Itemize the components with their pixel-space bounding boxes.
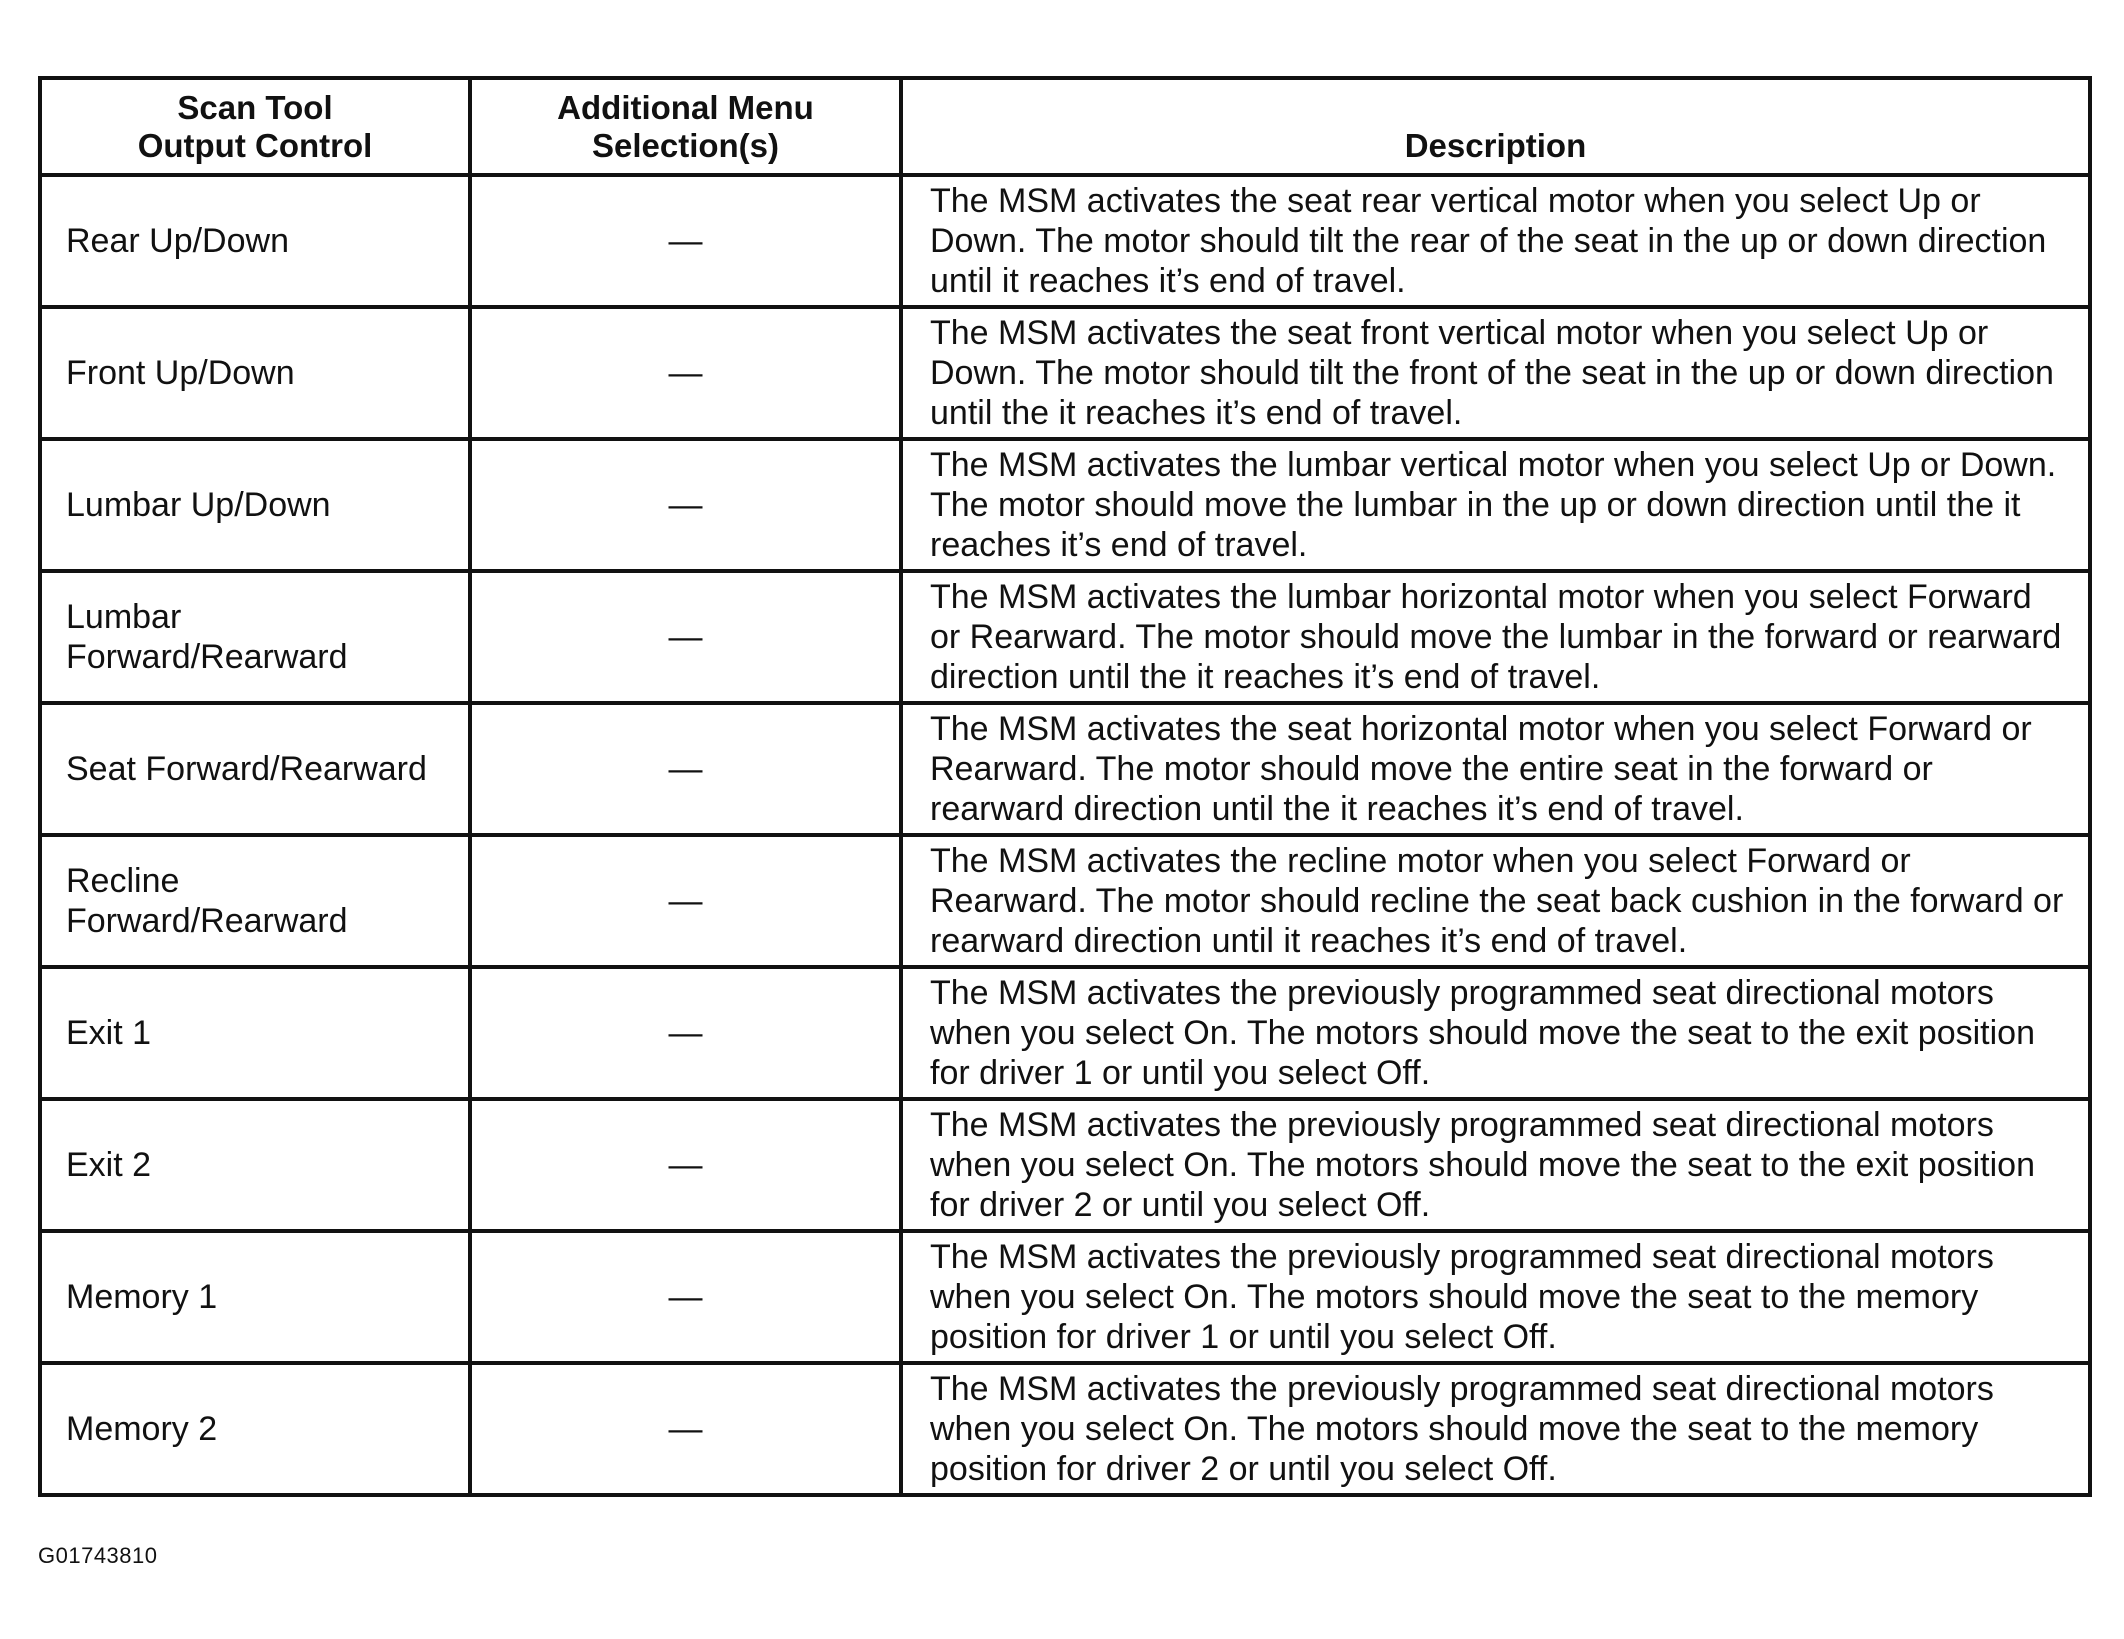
table-header [40,78,2090,175]
output-control-table [38,76,2092,1497]
description-cell: The MSM activates the previously programmed seat directional motors when you select On. The motors should move the seat to the memory position for driver 2 or until you select Off. [901,1363,2090,1495]
description-cell: The MSM activates the previously programmed seat directional motors when you select On. The motors should move the seat to the exit position for driver 2 or until you select Off. [901,1099,2090,1231]
menu-selection-cell: — [470,307,901,439]
menu-selection-cell: — [470,703,901,835]
menu-selection-cell: — [470,967,901,1099]
output-control-label: Rear Up/Down [66,222,289,260]
description-cell: The MSM activates the recline motor when you select Forward or Rearward. The motor should recline the seat back cushion in the forward or rearward direction until it reaches it’s end of travel. [901,835,2090,967]
table-row [40,835,2090,967]
output-control-cell [40,1099,470,1231]
header-additional-menu-selections [470,78,901,175]
figure-id: G01743810 [38,1543,158,1568]
table-row [40,439,2090,571]
menu-selection-cell: — [470,1099,901,1231]
table-row [40,1363,2090,1495]
table-row [40,307,2090,439]
description-cell: The MSM activates the seat front vertical motor when you select Up or Down. The motor should tilt the front of the seat in the up or down direction until the it reaches it’s end of travel. [901,307,2090,439]
header-row [40,78,2090,175]
output-control-cell [40,1231,470,1363]
menu-selection-cell: — [470,439,901,571]
description-cell: The MSM activates the lumbar horizontal motor when you select Forward or Rearward. The motor should move the lumbar in the forward or rearward direction until the it reaches it’s end of travel. [901,571,2090,703]
output-control-label: Forward/Rearward [66,902,348,940]
output-control-table-container [38,76,2088,1497]
output-control-label: Lumbar [66,598,182,636]
output-control-label: Recline [66,862,180,900]
table-row [40,1231,2090,1363]
description-cell: The MSM activates the lumbar vertical motor when you select Up or Down. The motor should move the lumbar in the up or down direction until the it reaches it’s end of travel. [901,439,2090,571]
output-control-cell [40,967,470,1099]
output-control-cell [40,571,470,703]
output-control-cell [40,1363,470,1495]
output-control-label: Exit 2 [66,1146,152,1184]
table-row [40,175,2090,307]
output-control-cell [40,307,470,439]
table-row [40,571,2090,703]
menu-selection-cell: — [470,1231,901,1363]
output-control-label: Memory 1 [66,1278,218,1316]
menu-selection-cell: — [470,835,901,967]
table-body [40,175,2090,1495]
output-control-label: Front Up/Down [66,354,295,392]
output-control-cell [40,175,470,307]
header-description: Description [901,78,2090,175]
menu-selection-cell: — [470,175,901,307]
output-control-cell [40,439,470,571]
output-control-cell [40,703,470,835]
header-control-line-1: Scan Tool [177,88,333,126]
header-menu-line-1: Additional Menu [557,88,814,126]
header-control-line-2: Output Control [137,126,373,164]
description-cell: The MSM activates the previously programmed seat directional motors when you select On. The motors should move the seat to the exit position for driver 1 or until you select Off. [901,967,2090,1099]
description-cell: The MSM activates the seat rear vertical motor when you select Up or Down. The motor should tilt the rear of the seat in the up or down direction until it reaches it’s end of travel. [901,175,2090,307]
description-cell: The MSM activates the previously programmed seat directional motors when you select On. The motors should move the seat to the memory position for driver 1 or until you select Off. [901,1231,2090,1363]
output-control-label: Exit 1 [66,1014,152,1052]
table-row [40,1099,2090,1231]
header-menu-line-2: Selection(s) [591,126,780,164]
menu-selection-cell: — [470,571,901,703]
output-control-label: Memory 2 [66,1410,218,1448]
output-control-cell [40,835,470,967]
description-cell: The MSM activates the seat horizontal motor when you select Forward or Rearward. The motor should move the entire seat in the forward or rearward direction until the it reaches it’s end of travel. [901,703,2090,835]
output-control-label: Forward/Rearward [66,638,348,676]
header-scan-tool-output-control [40,78,470,175]
menu-selection-cell: — [470,1363,901,1495]
table-row [40,703,2090,835]
table-row [40,967,2090,1099]
output-control-label: Seat Forward/Rearward [66,750,427,788]
output-control-label: Lumbar Up/Down [66,486,331,524]
